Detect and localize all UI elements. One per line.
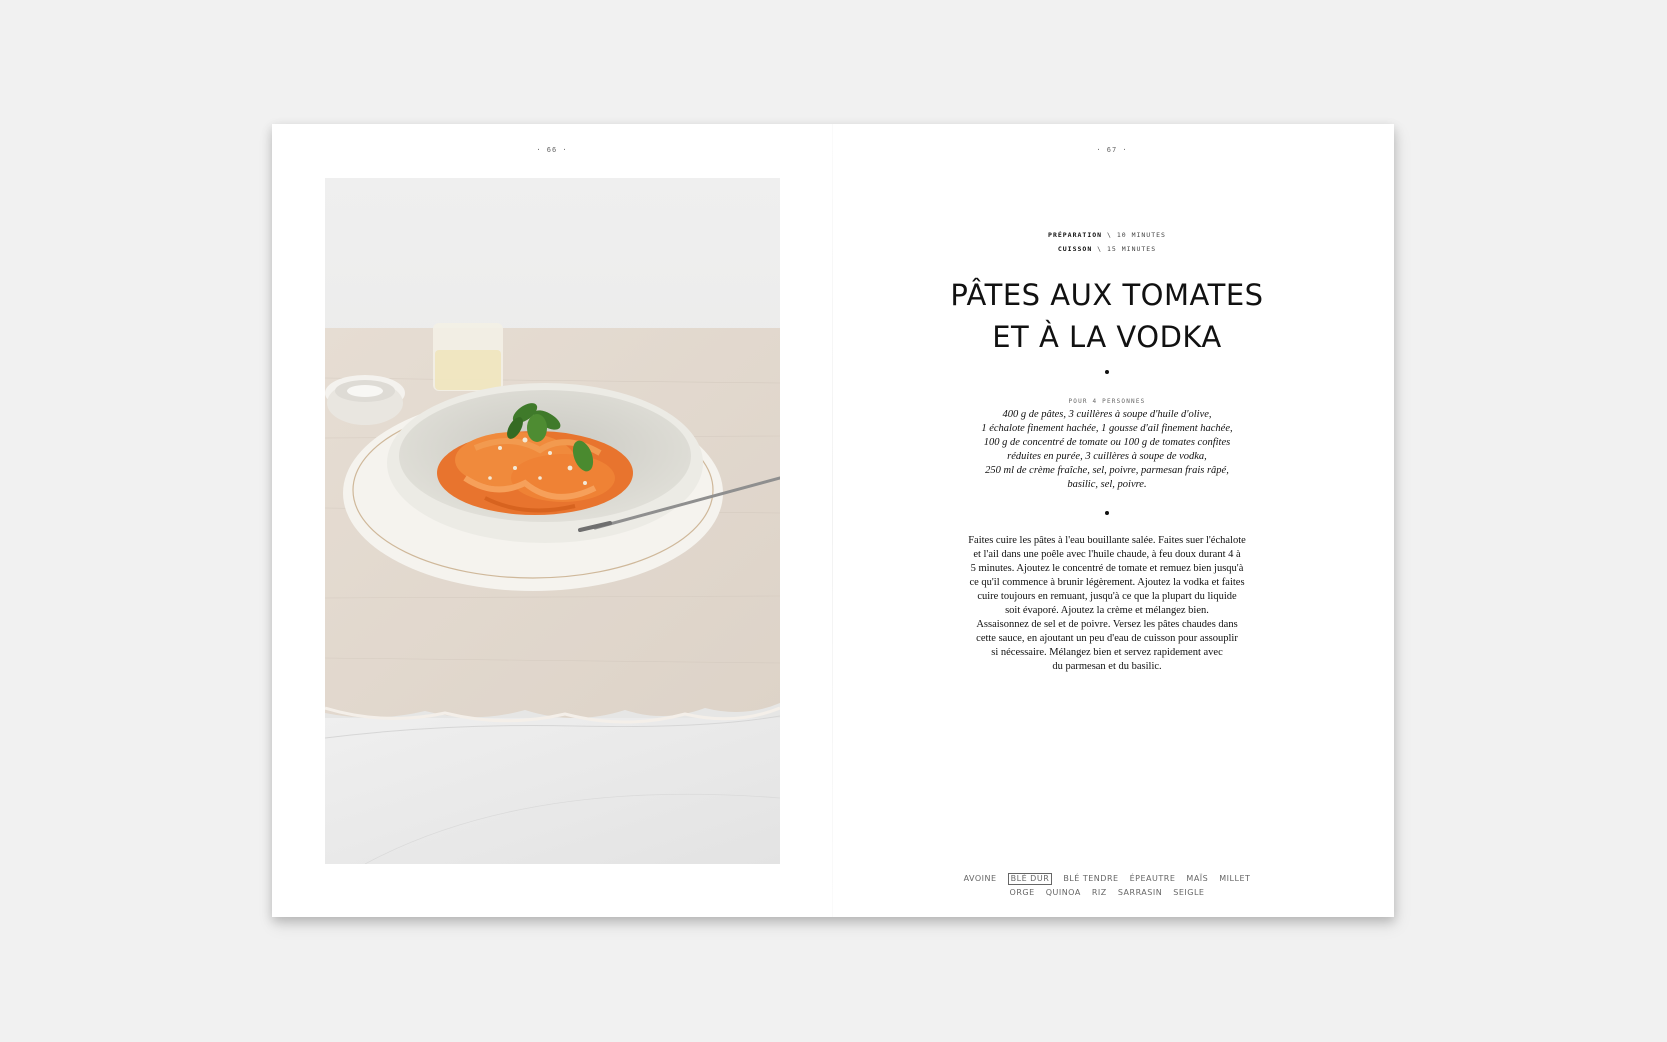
method-line: si nécessaire. Mélangez bien et servez rapidement avec [991, 647, 1223, 658]
grain-tag[interactable]: MAÏS [1186, 874, 1209, 883]
method-line: cuire toujours en remuant, jusqu'à ce que la plupart du liquide [977, 591, 1237, 602]
ingredient-line: 250 ml de crème fraîche, sel, poivre, parmesan frais râpé, [985, 465, 1229, 476]
grain-tag[interactable]: ÉPEAUTRE [1129, 874, 1176, 883]
method-text [912, 534, 1302, 674]
cook-time-value: 15 MINUTES [1107, 245, 1157, 253]
pasta [437, 431, 633, 515]
grain-tag[interactable]: QUINOA [1045, 888, 1081, 897]
recipe-title [912, 274, 1302, 358]
recipe-title-line-1: PÂTES AUX TOMATES [950, 278, 1264, 312]
grain-index-row-1 [912, 872, 1302, 886]
method-line: ce qu'il commence à brunir légèrement. Ajoutez la vodka et faites [969, 577, 1245, 588]
method-line: soit évaporé. Ajoutez la crème et mélangez bien. [1005, 605, 1209, 616]
recipe-times [912, 228, 1302, 256]
cook-time [912, 242, 1302, 256]
prep-time-value: 10 MINUTES [1116, 231, 1166, 239]
prep-time [912, 228, 1302, 242]
method-line: et l'ail dans une poêle avec l'huile chaude, à feu doux durant 4 à [973, 549, 1241, 560]
grain-tag[interactable]: BLÉ TENDRE [1063, 874, 1119, 883]
prep-time-separator: \ [1102, 231, 1117, 239]
separator-dot [1105, 370, 1109, 374]
pasta-dish-illustration [325, 178, 780, 864]
ingredients-list [912, 408, 1302, 492]
cook-time-label: CUISSON [1057, 245, 1093, 253]
grain-tag[interactable]: SEIGLE [1173, 888, 1205, 897]
method-line: cette sauce, en ajoutant un peu d'eau de cuisson pour assouplir [976, 633, 1238, 644]
ingredient-line: 400 g de pâtes, 3 cuillères à soupe d'huile d'olive, [1002, 409, 1212, 420]
method-line: Assaisonnez de sel et de poivre. Versez les pâtes chaudes dans [976, 619, 1238, 630]
prep-time-label: PRÉPARATION [1048, 231, 1103, 239]
ingredient-line: réduites en purée, 3 cuillères à soupe de vodka, [1007, 451, 1207, 462]
grain-index [912, 872, 1302, 900]
grain-index-row-2 [912, 886, 1302, 900]
ingredient-line: 1 échalote finement hachée, 1 gousse d'ail finement hachée, [981, 423, 1233, 434]
grain-tag[interactable]: AVOINE [963, 874, 997, 883]
method-line: 5 minutes. Ajoutez le concentré de tomate et remuez bien jusqu'à [970, 563, 1244, 574]
page-number-right: · 67 · [1096, 146, 1128, 154]
separator-dot [1105, 511, 1109, 515]
grain-tag[interactable]: MILLET [1219, 874, 1251, 883]
page-number-left: · 66 · [536, 146, 568, 154]
method-line: Faites cuire les pâtes à l'eau bouillante salée. Faites suer l'échalote [968, 535, 1246, 546]
book-spread [272, 124, 1394, 917]
recipe-title-line-2: ET À LA VODKA [992, 320, 1222, 354]
grain-tag[interactable]: SARRASIN [1117, 888, 1163, 897]
grain-tag[interactable]: RIZ [1091, 888, 1107, 897]
grain-tag-selected[interactable]: BLÉ DUR [1008, 873, 1053, 885]
grain-tag[interactable]: ORGE [1009, 888, 1035, 897]
recipe-photo [325, 178, 780, 864]
ingredient-line: basilic, sel, poivre. [1067, 479, 1147, 490]
ingredient-line: 100 g de concentré de tomate ou 100 g de tomates confites [983, 437, 1231, 448]
cook-time-separator: \ [1092, 245, 1107, 253]
book-spine [832, 124, 833, 917]
method-line: du parmesan et du basilic. [1052, 661, 1162, 672]
serving-size: POUR 4 PERSONNES [1068, 398, 1146, 405]
